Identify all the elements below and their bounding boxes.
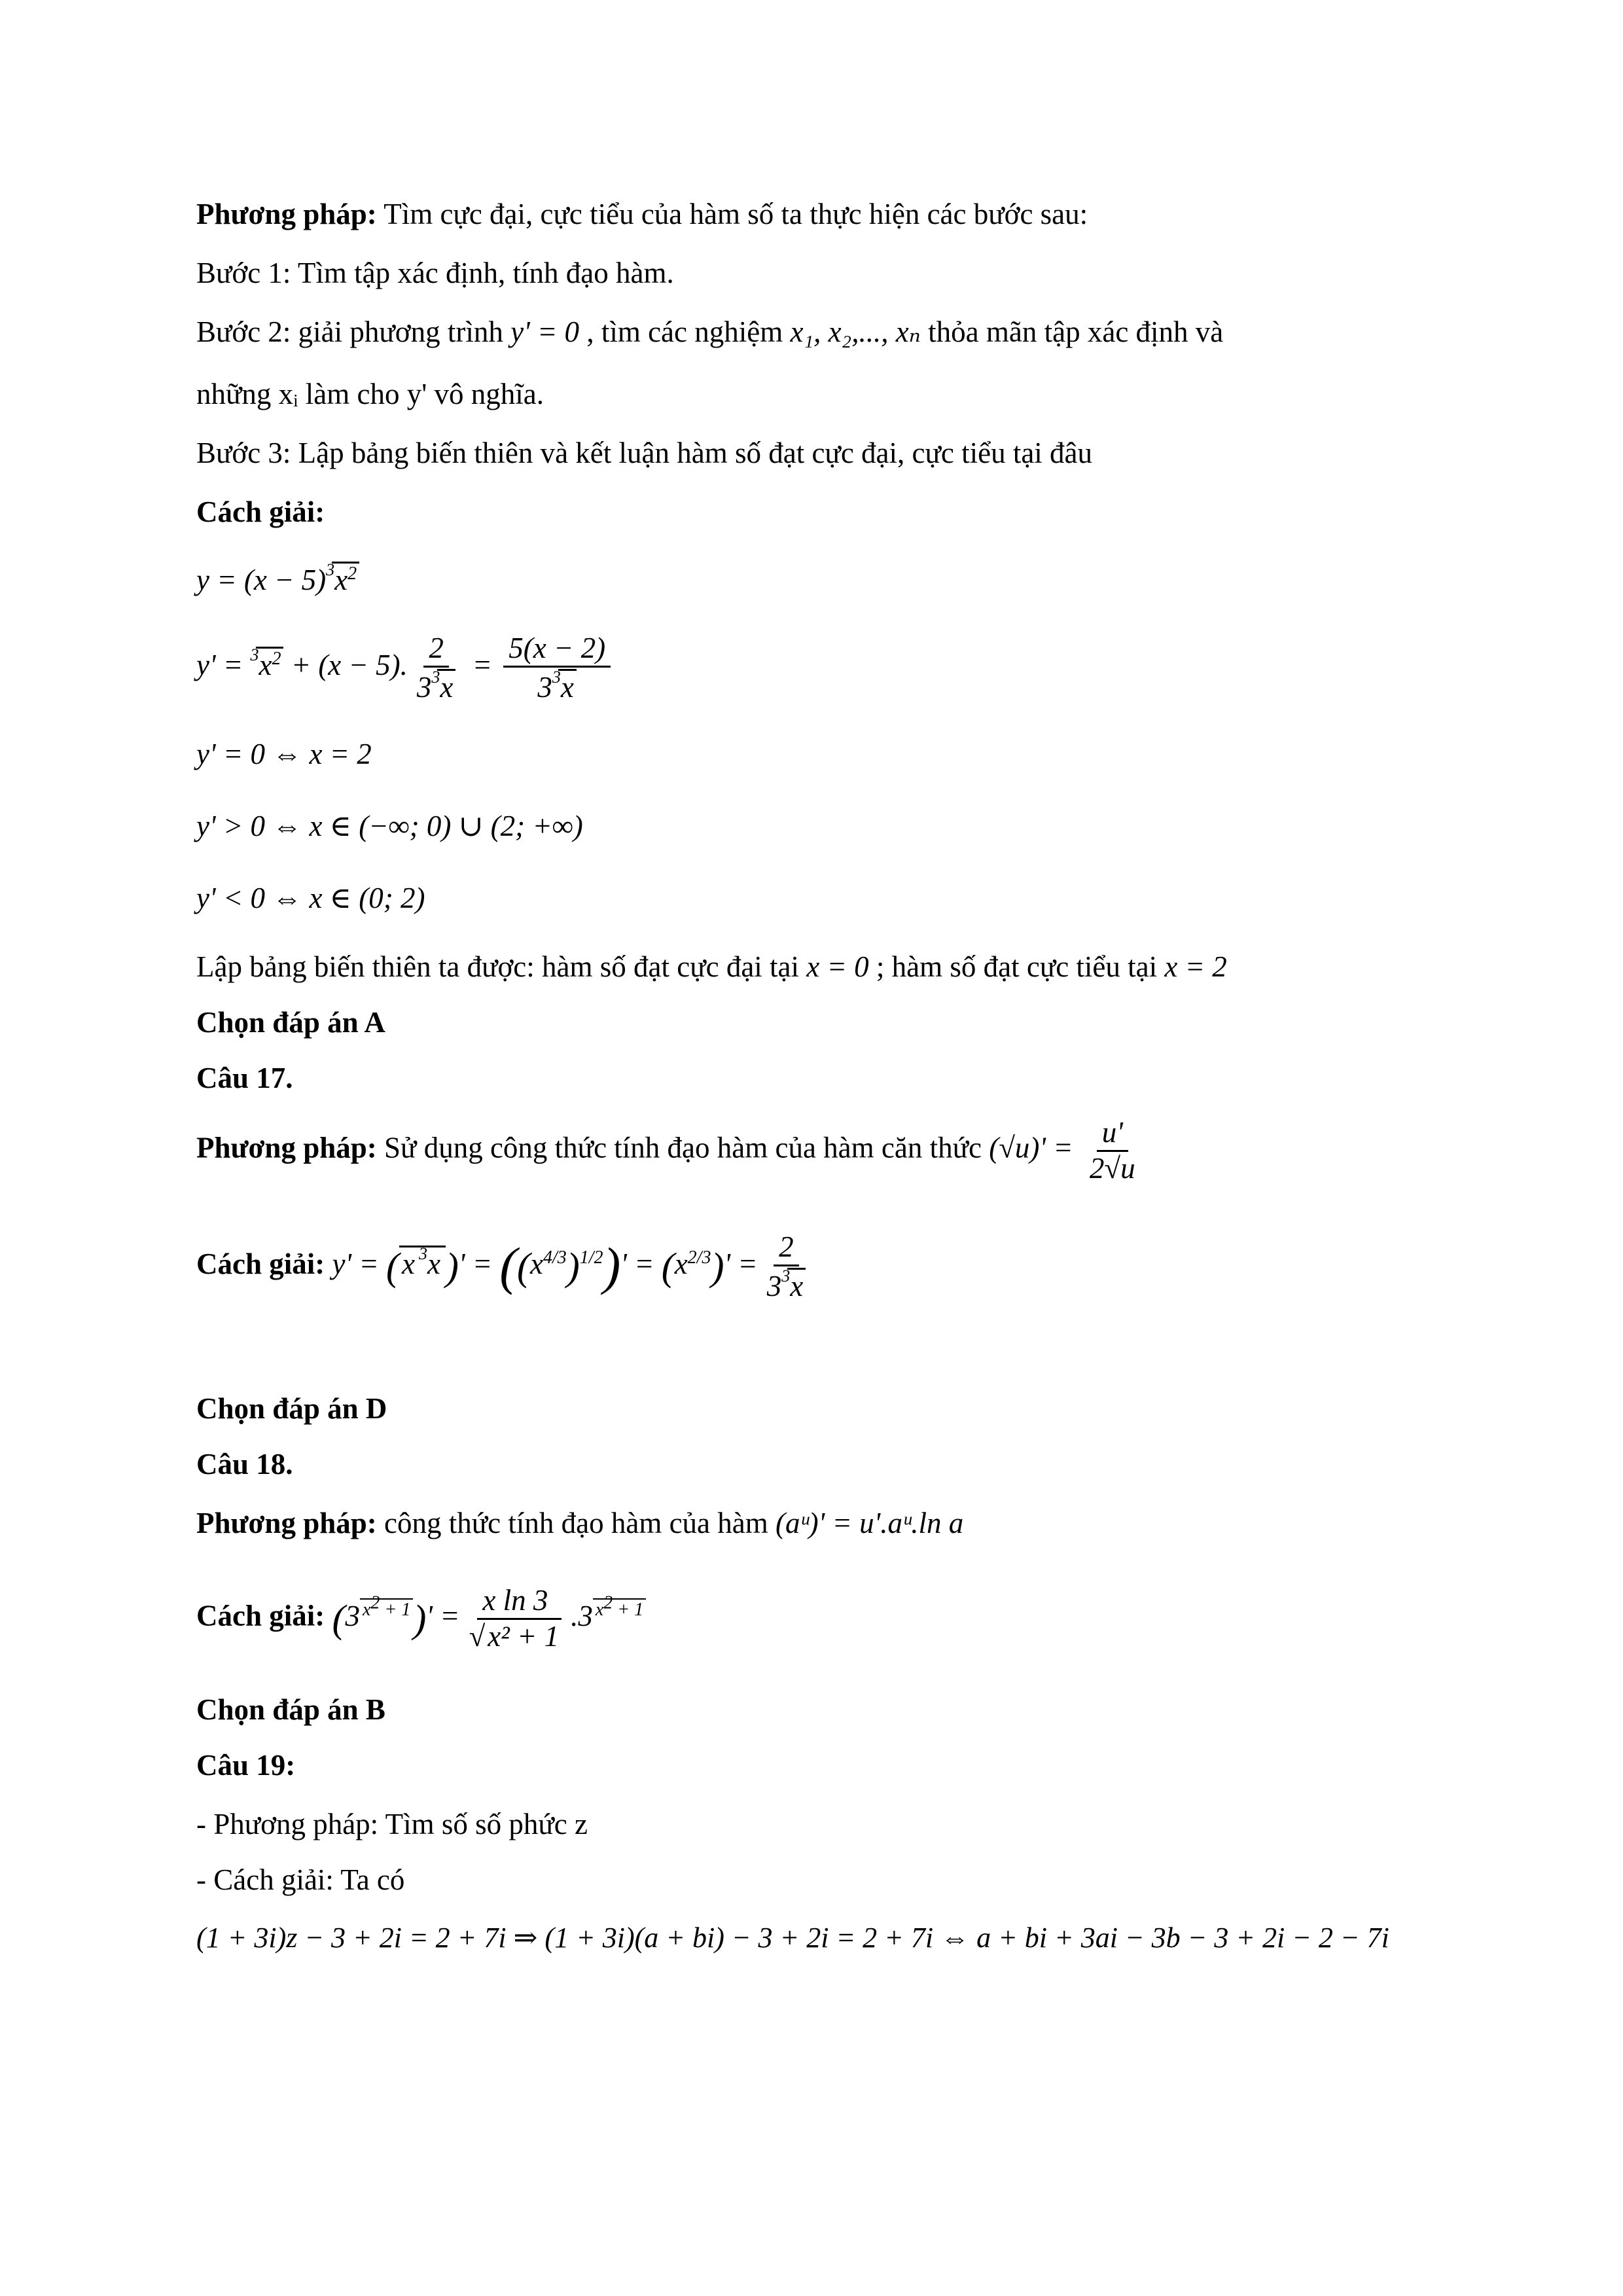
equation-decreasing: y' < 0 ⇔ x ∈ (0; 2) (196, 882, 425, 914)
conclusion (196, 949, 1227, 984)
fraction-2: $\frac{5(x - 2)}{3^3x}$ (503, 632, 611, 705)
q17-frac-den: 3 (766, 1269, 782, 1302)
fraction-2-num: 5(x − 2) (503, 632, 611, 668)
fraction-1-den: 3 (416, 670, 432, 704)
question-19-title: Câu 19: (196, 1749, 296, 1782)
step-3: Bước 3: Lập bảng biến thiên và kết luận hàm số đạt cực đại, cực tiểu tại đâu (196, 437, 1093, 469)
equation-derivative: $y' = ^3x^2 + (x - 5)$. $\frac{2}{3^3x}$ = $\frac{5(x - 2)}{3^3x}$ (196, 632, 615, 705)
conclusion-b: ; hàm số đạt cực tiểu tại (868, 950, 1165, 983)
equation-increasing: y' > 0 ⇔ x ∈ (−∞; 0) ∪ (2; +∞) (196, 810, 583, 842)
question-18-title: Câu 18. (196, 1448, 293, 1480)
q17-solution: Cách giải: y' = (x $^3$x )' = $((x^{4/3})^{1/2})' = (x^{2/3})'$ = $\frac{2}{3^3x}$ (196, 1230, 815, 1304)
q18-method-label: Phương pháp: (196, 1507, 377, 1539)
step-2-b: , tìm các nghiệm (579, 315, 791, 348)
method-label: Phương pháp: (196, 198, 377, 230)
step-2-eq: y' = 0 (510, 315, 580, 348)
method-text: Tìm cực đại, cực tiểu của hàm số ta thực hiện các bước sau: (376, 198, 1088, 230)
eq1-text: y = (x − 5) (196, 564, 327, 596)
q18-frac-den: x² + 1 (485, 1618, 562, 1653)
q18-solution: Cách giải: (3 $^{x^2 + 1}$)' = $\frac{\text{x ln 3}}{\text{√x² + 1}}$ .3 $^{x^2 + 1}$ (196, 1584, 646, 1654)
conclusion-x2: x = 2 (1164, 950, 1227, 983)
q17-formula-fraction (1084, 1116, 1141, 1186)
fraction-1-num: 2 (423, 632, 449, 668)
answer-18: Chọn đáp án B (196, 1693, 385, 1726)
answer-16: Chọn đáp án A (196, 1006, 385, 1039)
step-2-c: thỏa mãn tập xác định và (920, 315, 1224, 348)
conclusion-a: Lập bảng biến thiên ta được: hàm số đạt cực đại tại (196, 950, 807, 983)
q17-formula-den: 2√u (1089, 1151, 1135, 1185)
q17-result-fraction: $\frac{2}{3^3x}$ (762, 1230, 811, 1304)
step-2-a: Bước 2: giải phương trình (196, 315, 511, 348)
q17-solution-label: Cách giải: (196, 1247, 325, 1281)
eq2-lhs: y' = (196, 649, 251, 682)
q18-frac-num: x ln 3 (477, 1584, 553, 1620)
q17-method-label: Phương pháp: (196, 1131, 377, 1164)
q19-method: - Phương pháp: Tìm số số phức z (196, 1808, 588, 1840)
q19-solution: - Cách giải: Ta có (196, 1863, 405, 1896)
q17-formula-num: u' (1097, 1116, 1128, 1152)
q18-formula: (aᵘ)' = u'.aᵘ.ln a (776, 1507, 964, 1539)
eq2-eq: = (465, 649, 500, 682)
step-2-roots: x₁, x₂,..., xₙ (790, 315, 921, 348)
q18-fraction: $\frac{\text{x ln 3}}{\text{√x² + 1}}$ (464, 1584, 567, 1654)
q19-equation: (1 + 3i)z − 3 + 2i = 2 + 7i ⇒ (1 + 3i)(a + bi) − 3 + 2i = 2 + 7i ⇔ a + bi + 3ai − 3b − 3 + 2i − 2 − 7i (196, 1922, 1389, 1954)
fraction-1: $\frac{2}{3^3x}$ (412, 632, 461, 705)
step-2-continued: những xᵢ làm cho y' vô nghĩa. (196, 378, 544, 410)
p16-method-line (196, 196, 1088, 232)
q18-solution-label: Cách giải: (196, 1599, 325, 1632)
q18-method (196, 1505, 963, 1541)
equation-y: $y = (x - 5)^3x^2$ (196, 560, 359, 598)
q17-solution-lhs: y' = (325, 1247, 386, 1281)
step-1: Bước 1: Tìm tập xác định, tính đạo hàm. (196, 257, 674, 289)
eq2-mid: + (x − 5). (283, 649, 408, 682)
question-17-title: Câu 17. (196, 1062, 293, 1094)
conclusion-x0: x = 0 (806, 950, 869, 983)
answer-17: Chọn đáp án D (196, 1392, 387, 1425)
q17-frac-num: 2 (774, 1230, 799, 1266)
fraction-2-den: 3 (537, 670, 552, 704)
q17-method-text: Sử dụng công thức tính đạo hàm của hàm căn thức (376, 1131, 990, 1164)
step-2 (196, 314, 1223, 350)
q17-formula-lhs: (√u)' = (989, 1131, 1080, 1164)
q18-method-text: công thức tính đạo hàm của hàm (376, 1507, 776, 1539)
q17-method (196, 1116, 1145, 1186)
equation-critical: y' = 0 ⇔ x = 2 (196, 738, 372, 770)
solution-label: Cách giải: (196, 495, 325, 528)
